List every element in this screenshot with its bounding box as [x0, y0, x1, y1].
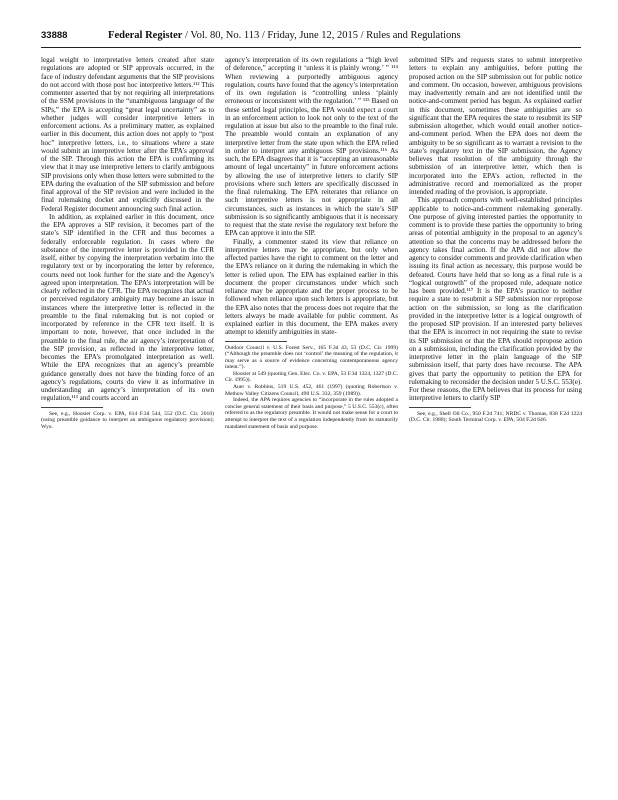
paragraph: In addition, as explained earlier in this document, once the EPA approves a SIP revision, it becomes part of the state’s SIP identified in the CFR and thus becomes a federally enforceable regulation. In cases where the substance of the interpretive letter is provided in the CFR itself, either by copying the interpretation verbatim into the regulatory text or by incorporating the letter by reference, courts need not look further for the state and the Agency’s agreed upon interpretation. The EPA’s interpretation will be clearly reflected in the CFR. The EPA recognizes that actual or perceived regulatory ambiguity may become an issue in instances where the interpretive letter is reflected in the preamble to the final rulemaking but is not copied or incorporated by reference in the CFR text itself. It is important to note, however, that once included in the preamble to the final rule, the air agency’s interpretation of the SIP provision, as reflected in the interpretive letter, becomes the EPA’s promulgated interpretation as well. While the EPA recognizes that an agency’s preamble guidance generally does not have the binding force of an agency’s regulations, courts do view it as informative in understanding an agency’s interpretation of its own regulation,¹¹³ and courts accord an [41, 212, 214, 403]
footnote: See, e.g., Shell Oil Co., 950 F.2d 741; NRDC v. Thomas, 838 F.2d 1224 (D.C. Cir. 1988); South Terminal Corp. v. EPA, 504 F.2d 646. [409, 410, 582, 424]
paragraph: Finally, a commenter stated its view that reliance on interpretive letters may be appropriate, but only when affected parties have the right to comment on the letter and the EPA’s reliance on it during the rulemaking in which the letter is relied upon. The EPA has explained earlier in this document the proper circumstances under which such reliance may be appropriate and the proper process to be followed when reliance upon such letters is appropriate, but the EPA also notes that the process does not require that the letters always be made available for public comment. As explained earlier in this document, the EPA makes every attempt to identify ambiguities in state- [225, 237, 398, 337]
page-number: 33888 [41, 30, 68, 41]
page-header [41, 29, 581, 43]
column-left [41, 56, 214, 430]
column-right [409, 56, 582, 424]
footnote-rule [41, 407, 103, 408]
paragraph: This approach comports with well-established principles applicable to notice-and-comment rulemaking generally. One purpose of giving interested parties the opportunity to comment is to provide these parties the opportunity to bring areas of potential ambiguity in the proposal to an agency’s attention so that the concerns may be addressed before the agency takes final action. If the APA did not allow the agency to consider comments and provide clarification when issuing its final action as necessary, this purpose would be defeated. Courts have held that so long as a final rule is a “logical outgrowth” of the proposed rule, adequate notice has been provided.¹¹⁷ It is the EPA’s practice to neither require a state to resubmit a SIP submission nor repropose action on the submission, so long as the clarification provided in the interpretive letter is a logical outgrowth of the proposed SIP provision. If an interested party believes that the EPA is incorrect in not requiring the state to revise its SIP submission or that the EPA should repropose action on a submission, including the clarification provided by the interpretive letter in the plain language of the SIP submission itself, that party does have recourse. The APA gives that party the opportunity to petition the EPA for rulemaking to reconsider the decision under 5 U.S.C. 553(e). For these reasons, the EPA believes that its process for using interpretive letters to clarify SIP [409, 196, 582, 403]
footnote: Hoosier at 549 (quoting Gen. Elec. Co. v. EPA, 53 F.3d 1324, 1327 (D.C. Cir. 1995)). [225, 370, 398, 384]
issue-line: / Vol. 80, No. 113 / Friday, June 12, 2015 / Rules and Regulations [185, 30, 461, 41]
footnote-rule [409, 407, 471, 408]
paragraph: agency’s interpretation of its own regulations a “high level of deference,” accepting it ‘unless it is plainly wrong.’ ” ¹¹⁴ When reviewing a purportedly ambiguous agency regulation, courts have found that the agency’s interpretation of its own regulation is “controlling unless ‘plainly erroneous or inconsistent with the regulation.’ ” ¹¹⁵ Based on these settled legal principles, the EPA would expect a court in an enforcement action to look not only to the text of the regulation at issue but also to the preamble to the final rule. The preamble would contain an explanation of any interpretive letter from the state upon which the EPA relied in order to interpret any ambiguous SIP provisions.¹¹⁶ As such, the EPA disagrees that it is “accepting an unreasonable amount of legal uncertainty” in future enforcement actions by allowing the use of interpretive letters to clarify SIP provisions where such letters are specifically discussed in the final rulemaking. The EPA reiterates that reliance on such interpretive letters is not appropriate in all circumstances, such as instances in which the state’s SIP submission is so significantly ambiguous that it is necessary to request that the state revise the regulatory text before the EPA can approve it into the SIP. [225, 56, 398, 238]
footnote: Auer v. Robbins, 519 U.S. 452, 461 (1997) (quoting Robertson v. Methow Valley Citizens Council, 490 U.S. 332, 359 (1989)). [225, 384, 398, 397]
paragraph: legal weight to interpretative letters created after state regulations are adopted or SIP approvals occurred, in the face of industry defendant arguments that the SIP provisions do not accord with those post hoc interpretive letters.¹¹² This commenter asserted that by not requiring all interpretations of the SSM provisions in the “unambiguous language of the SIPs,” the EPA is accepting “great legal uncertainty” as to whether judges will consider interpretive letters in enforcement actions. As a preliminary matter, as explained earlier in this document, this action does not apply to “post hoc” interpretive letters, i.e., to situations where a state would submit an interpretive letter after the EPA’s approval of the SIP. Through this action the EPA is confirming its view that it may use interpretive letters to clarify ambiguous SIP provisions only when those letters were submitted to the EPA during the evaluation of the SIP submission and before final approval of the SIP revision and were included in the final rulemaking docket and explicitly discussed in the Federal Register document announcing such final action. [41, 56, 214, 213]
column-middle [225, 56, 398, 430]
footnote: Indeed, the APA requires agencies to “incorporate in the rules adopted a concise general statement of their basis and purpose,” 5 U.S.C. 553(c), often referred to as the regulatory preamble. It would not make sense for a court to attempt to interpret the text of a regulation independently from its statutorily mandated statement of basis and purpose. [225, 397, 398, 430]
paragraph: submitted SIPs and requests states to submit interpretive letters to explain any ambiguities, before putting the proposed action on the SIP submission out for public notice and comment. On occasion, however, ambiguous provisions may inadvertently remain and are not identified until the notice-and-comment period has begun. As explained earlier in this document, sometimes these ambiguities are so significant that the EPA requires the state to resubmit its SIP submission altogether, which would entail another notice-and-comment period. When the EPA does not deem the ambiguity to be so significant as to warrant a revision to the state’s regulatory text in the SIP submission, the Agency believes that resolution of the ambiguity through the submission of an interpretive letter, which then is incorporated into the EPA’s action, reflected in the administrative record and memorialized as the proper intended reading of the provision, is appropriate. [409, 56, 582, 196]
footnote-rule [225, 341, 287, 342]
footnote: See, e.g., Hoosier Corp. v. EPA, 614 F.3d 544, 552 (D.C. Cir. 2010) (using preamble guidance to interpret an ambiguous regulatory provision); Wyo. [41, 410, 214, 430]
footnote: Outdoor Council v. U.S. Forest Serv., 165 F.3d 43, 53 (D.C. Cir. 1999) (“Although the preamble does not ‘control’ the meaning of the regulation, it may serve as a source of evidence concerning contemporaneous agency intent.”). [225, 344, 398, 371]
header-rule [41, 47, 581, 48]
journal-title: Federal Register [108, 30, 183, 41]
